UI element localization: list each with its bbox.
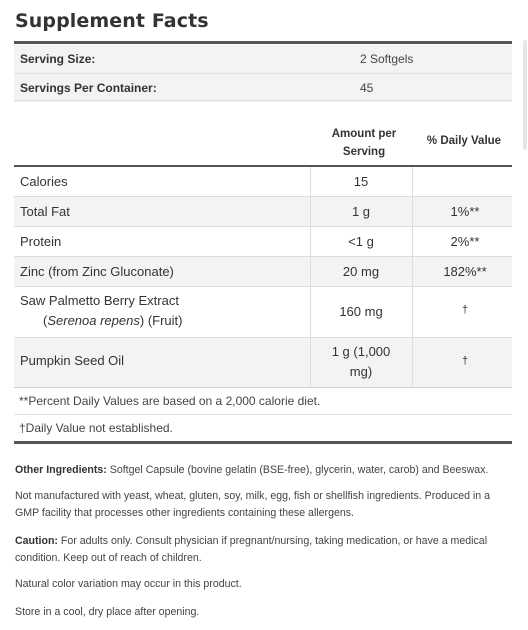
footnote-dagger: †Daily Value not established. <box>19 421 173 435</box>
column-divider-dv <box>412 257 413 286</box>
footnote-divider <box>14 414 512 415</box>
amount-header-line2: Serving <box>342 146 386 158</box>
color-variation-note: Natural color variation may occur in this product. <box>15 578 242 590</box>
nutrient-amount: 160 mg <box>339 304 383 319</box>
nutrient-name: Total Fat <box>20 204 70 219</box>
other-ingredients <box>15 462 511 479</box>
servings-per-container-row <box>14 74 512 102</box>
amount-header-line1: Amount per <box>331 128 397 140</box>
nutrient-row-calories <box>14 167 512 196</box>
serving-bottom-rule <box>14 100 512 101</box>
storage-note: Store in a cool, dry place after opening. <box>15 606 200 618</box>
panel-bottom-rule <box>14 441 512 444</box>
column-divider-dv <box>412 338 413 387</box>
nutrient-name: Calories <box>20 174 68 189</box>
nutrient-amount: <1 g <box>348 234 374 249</box>
nutrient-amount-line1: 1 g (1,000 <box>331 344 391 359</box>
scrollbar-thumb[interactable] <box>523 40 527 150</box>
nutrient-amount: 1 g <box>351 204 371 219</box>
other-ingredients-label: Other Ingredients: <box>15 464 107 476</box>
serving-size-label: Serving Size: <box>20 52 96 66</box>
nutrient-row-saw-palmetto <box>14 287 512 337</box>
panel-title: Supplement Facts <box>15 10 209 32</box>
caution-statement <box>15 533 511 567</box>
serving-size-row <box>14 45 512 73</box>
caution-label: Caution: <box>15 535 58 547</box>
nutrient-dv: † <box>461 355 469 367</box>
nutrient-row-pumpkin-seed-oil <box>14 338 512 387</box>
nutrient-dv: 2%** <box>450 234 480 249</box>
column-divider-dv <box>412 197 413 226</box>
footnote-percent-dv: **Percent Daily Values are based on a 2,000 calorie diet. <box>19 394 321 408</box>
nutrient-dv: 1%** <box>450 204 480 219</box>
nutrient-name: Pumpkin Seed Oil <box>20 353 125 368</box>
nutrient-name-line2: (Fruit) <box>144 313 183 328</box>
nutrient-row-total-fat <box>14 197 512 226</box>
daily-value-header: % Daily Value <box>426 135 502 147</box>
nutrient-amount <box>310 342 412 382</box>
manufacturing-statement: Not manufactured with yeast, wheat, gluten, soy, milk, egg, fish or shellfish ingredients. Produced in a GMP facility that processes other ingredients containing these allergens. <box>15 490 491 519</box>
caution-text: For adults only. Consult physician if pregnant/nursing, taking medication, or have a medical condition. Keep out of reach of children. <box>15 535 488 564</box>
scrollbar[interactable] <box>522 0 528 630</box>
nutrient-amount: 20 mg <box>342 264 380 279</box>
servings-per-container-label: Servings Per Container: <box>20 81 157 95</box>
table-bottom-rule <box>14 387 512 388</box>
servings-per-container-value: 45 <box>360 81 374 95</box>
nutrient-latin-name: Serenoa repens <box>47 313 140 328</box>
nutrient-dv: † <box>461 304 469 316</box>
nutrient-amount: 15 <box>353 174 369 189</box>
nutrient-row-protein <box>14 227 512 256</box>
nutrient-name-line1: Saw Palmetto Berry Extract <box>20 293 179 308</box>
nutrient-dv: 182%** <box>443 264 487 279</box>
nutrient-amount-line2: mg) <box>349 364 373 379</box>
nutrient-name: Protein <box>20 234 62 249</box>
amount-per-serving-header <box>310 125 418 161</box>
nutrient-row-zinc <box>14 257 512 286</box>
nutrient-name: Saw Palmetto Berry Extract (Serenoa repens) (Fruit) <box>20 293 183 328</box>
other-ingredients-text: Softgel Capsule (bovine gelatin (BSE-free), glycerin, water, carob) and Beeswax. <box>106 464 489 476</box>
serving-size-value: 2 Softgels <box>360 52 414 66</box>
nutrient-table-header <box>14 116 512 166</box>
nutrient-name: Zinc (from Zinc Gluconate) <box>20 264 174 279</box>
title-rule <box>14 41 512 44</box>
